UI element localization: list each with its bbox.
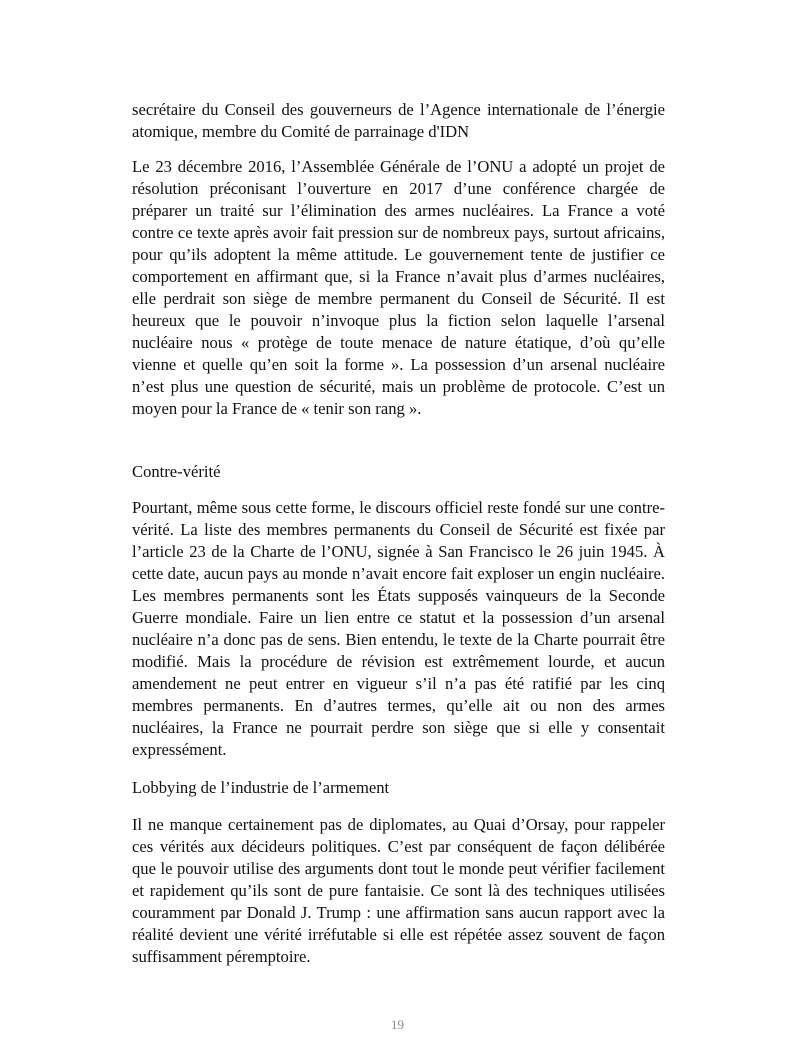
section-heading-contre-verite: Contre-vérité <box>132 462 221 481</box>
paragraph-onu-resolution: Le 23 décembre 2016, l’Assemblée Générale de l’ONU a adopté un projet de résolution préconisant l’ouverture en 2017 d’une conférence chargée de préparer un traité sur l’élimination des armes nucléaires. La France a voté contre ce texte après avoir fait pression sur de nombreux pays, surtout africains, pour qu’ils adoptent la même attitude. Le gouvernement tente de justifier ce comportement en affirmant que, si la France n’avait plus d’armes nucléaires, elle perdrait son siège de membre permanent du Conseil de Sécurité. Il est heureux que le pouvoir n’invoque plus la fiction selon laquelle l’arsenal nucléaire nous « protège de toute menace de nature étatique, d’où qu’elle vienne et quelle qu’en soit la forme ». La possession d’un arsenal nucléaire n’est plus une question de sécurité, mais un problème de protocole. C’est un moyen pour la France de « tenir son rang ». <box>132 157 665 418</box>
section-heading-lobbying: Lobbying de l’industrie de l’armement <box>132 778 390 797</box>
paragraph-contre-verite: Pourtant, même sous cette forme, le discours officiel reste fondé sur une contre-vérité. La liste des membres permanents du Conseil de Sécurité est fixée par l’article 23 de la Charte de l’ONU, signée à San Francisco le 26 juin 1945. À cette date, aucun pays au monde n’avait encore fait exploser un engin nucléaire. Les membres permanents sont les États supposés vainqueurs de la Seconde Guerre mondiale. Faire un lien entre ce statut et la possession d’un arsenal nucléaire n’a donc pas de sens. Bien entendu, le texte de la Charte pourrait être modifié. Mais la procédure de révision est extrêmement lourde, et aucun amendement ne peut entrer en vigueur s’il n’a pas été ratifié par les cinq membres permanents. En d’autres termes, qu’elle ait ou non des armes nucléaires, la France ne pourrait perdre son siège que si elle y consentait expressément. <box>132 498 665 759</box>
paragraph-lobbying: Il ne manque certainement pas de diplomates, au Quai d’Orsay, pour rappeler ces vérités aux décideurs politiques. C’est par conséquent de façon délibérée que le pouvoir utilise des arguments dont tout le monde peut vérifier facilement et rapidement qu’ils sont de pure fantaisie. Ce sont là des techniques utilisées couramment par Donald J. Trump : une affirmation sans aucun rapport avec la réalité devient une vérité irréfutable si elle est répétée assez souvent de façon suffisamment péremptoire. <box>132 815 665 966</box>
page-number: 19 <box>391 1017 404 1032</box>
paragraph-intro-continuation: secrétaire du Conseil des gouverneurs de l’Agence internationale de l’énergie atomique, membre du Comité de parrainage d'IDN <box>132 100 665 141</box>
